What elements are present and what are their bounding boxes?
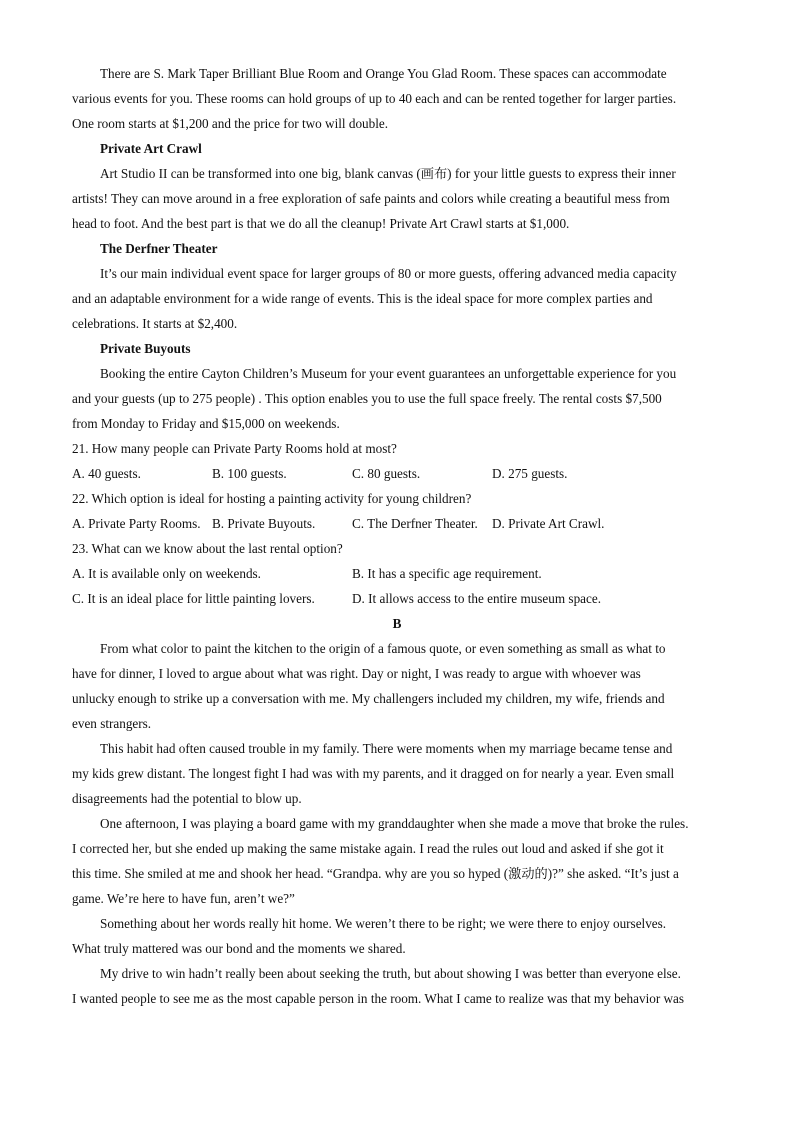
paragraph-line: head to foot. And the best part is that we do all the cleanup! Private Art Crawl starts at $1,000. [72,216,570,231]
q23-option-b: B. It has a specific age requirement. [352,566,542,581]
paragraph-line: disagreements had the potential to blow up. [72,791,302,806]
q21-option-b: B. 100 guests. [212,466,287,481]
paragraph-line: It’s our main individual event space for larger groups of 80 or more guests, offering advanced media capacity [100,266,677,281]
question-23: 23. What can we know about the last rental option? [72,541,343,556]
section-heading: The Derfner Theater [100,241,218,256]
paragraph-line: unlucky enough to strike up a conversation with me. My challengers included my children, my wife, friends and [72,691,665,706]
paragraph-line: and your guests (up to 275 people) . This option enables you to use the full space freely. The rental costs $7,500 [72,391,662,406]
paragraph-line: and an adaptable environment for a wide range of events. This is the ideal space for more complex parties and [72,291,653,306]
paragraph-line: game. We’re here to have fun, aren’t we?” [72,891,295,906]
paragraph-line: this time. She smiled at me and shook her head. “Grandpa. why are you so hyped (激动的)?” she asked. “It’s just a [72,866,679,881]
q23-option-d: D. It allows access to the entire museum space. [352,591,602,606]
section-heading: Private Art Crawl [100,141,202,156]
paragraph-line: I corrected her, but she ended up making the same mistake again. I read the rules out loud and asked if she got it [72,841,664,856]
q22-option-d: D. Private Art Crawl. [492,516,605,531]
paragraph-line: Something about her words really hit home. We weren’t there to be right; we were there to enjoy ourselves. [100,916,667,931]
question-21: 21. How many people can Private Party Rooms hold at most? [72,441,397,456]
section-label-b: B [392,616,402,631]
paragraph-line: What truly mattered was our bond and the moments we shared. [72,941,406,956]
paragraph-line: There are S. Mark Taper Brilliant Blue Room and Orange You Glad Room. These spaces can accommodate [100,66,667,81]
paragraph-line: artists! They can move around in a free exploration of safe paints and colors while creating a beautiful mess from [72,191,670,206]
q22-option-a: A. Private Party Rooms. [72,516,201,531]
paragraph-line: Art Studio II can be transformed into one big, blank canvas (画布) for your little guests to express their inner [100,166,676,181]
paragraph-line: even strangers. [72,716,152,731]
paragraph-line: from Monday to Friday and $15,000 on weekends. [72,416,340,431]
paragraph-line: This habit had often caused trouble in my family. There were moments when my marriage became tense and [100,741,673,756]
q23-option-c: C. It is an ideal place for little painting lovers. [72,591,315,606]
paragraph-line: My drive to win hadn’t really been about seeking the truth, but about showing I was better than everyone else. [100,966,681,981]
paragraph-line: celebrations. It starts at $2,400. [72,316,238,331]
q23-option-a: A. It is available only on weekends. [72,566,261,581]
q21-option-a: A. 40 guests. [72,466,141,481]
q22-option-c: C. The Derfner Theater. [352,516,478,531]
paragraph-line: my kids grew distant. The longest fight I had was with my parents, and it dragged on for nearly a year. Even small [72,766,675,781]
paragraph-line: have for dinner, I loved to argue about what was right. Day or night, I was ready to argue with whoever was [72,666,641,681]
paragraph-line: I wanted people to see me as the most capable person in the room. What I came to realize was that my behavior was [72,991,685,1006]
q22-option-b: B. Private Buyouts. [212,516,316,531]
q21-option-d: D. 275 guests. [492,466,568,481]
section-heading: Private Buyouts [100,341,191,356]
paragraph-line: Booking the entire Cayton Children’s Museum for your event guarantees an unforgettable experience for you [100,366,677,381]
paragraph-line: various events for you. These rooms can hold groups of up to 40 each and can be rented together for larger parties. [72,91,677,106]
paragraph-line: One afternoon, I was playing a board game with my granddaughter when she made a move that broke the rules. [100,816,689,831]
q21-option-c: C. 80 guests. [352,466,421,481]
question-22: 22. Which option is ideal for hosting a painting activity for young children? [72,491,472,506]
paragraph-line: From what color to paint the kitchen to the origin of a famous quote, or even something as small as what to [100,641,666,656]
paragraph-line: One room starts at $1,200 and the price for two will double. [72,116,389,131]
